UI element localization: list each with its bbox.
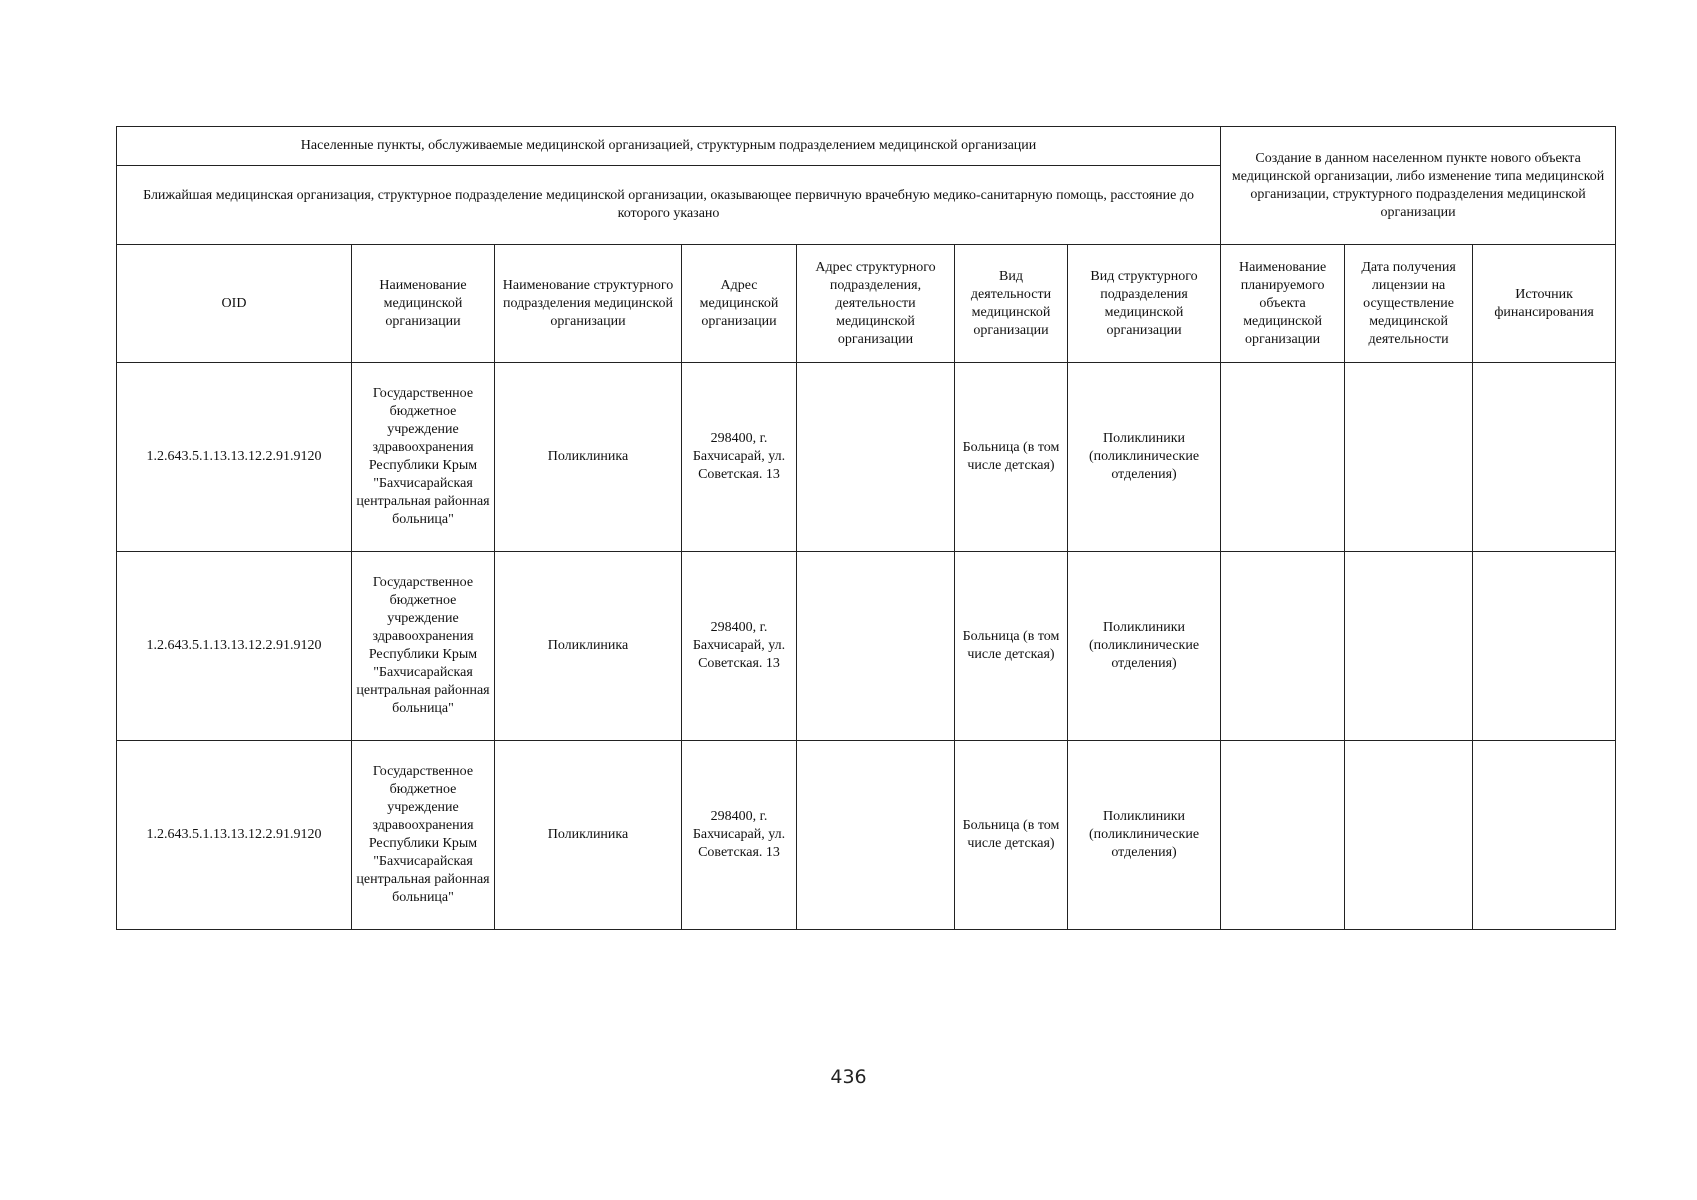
cell-org-name: Государственное бюджетное учреждение здравоохранения Республики Крым "Бахчисарайская центральная районная больница": [352, 552, 495, 741]
cell-planned-object: [1221, 363, 1345, 552]
cell-subdivision-address: [797, 741, 955, 930]
top-header: Населенные пункты, обслуживаемые медицинской организацией, структурным подразделением медицинской организации: [117, 127, 1221, 166]
column-header-org-name: Наименование медицинской организации: [352, 245, 495, 363]
cell-org-address: 298400, г. Бахчисарай, ул. Советская. 13: [682, 363, 797, 552]
table-row: [117, 741, 1616, 930]
cell-subdivision: Поликлиника: [495, 552, 682, 741]
table-row: [117, 363, 1616, 552]
page-number: 436: [830, 1066, 867, 1088]
cell-license-date: [1345, 363, 1473, 552]
cell-oid: 1.2.643.5.1.13.13.12.2.91.9120: [117, 363, 352, 552]
cell-subdivision-address: [797, 552, 955, 741]
cell-oid: 1.2.643.5.1.13.13.12.2.91.9120: [117, 552, 352, 741]
column-header-subdivision-type: Вид структурного подразделения медицинской организации: [1068, 245, 1221, 363]
cell-activity-type: Больница (в том числе детская): [955, 552, 1068, 741]
cell-funding-source: [1473, 363, 1616, 552]
sub-header: Ближайшая медицинская организация, структурное подразделение медицинской организации, оказывающее первичную врачебную медико-санитарную помощь, расстояние до которого указано: [117, 166, 1221, 245]
cell-funding-source: [1473, 552, 1616, 741]
cell-planned-object: [1221, 552, 1345, 741]
column-header-planned-object: Наименование планируемого объекта медицинской организации: [1221, 245, 1345, 363]
cell-subdivision-address: [797, 363, 955, 552]
table-row: [117, 552, 1616, 741]
column-header-oid: OID: [117, 245, 352, 363]
cell-subdivision: Поликлиника: [495, 741, 682, 930]
cell-activity-type: Больница (в том числе детская): [955, 363, 1068, 552]
cell-license-date: [1345, 741, 1473, 930]
column-header-subdivision-address: Адрес структурного подразделения, деятельности медицинской организации: [797, 245, 955, 363]
column-header-license-date: Дата получения лицензии на осуществление медицинской деятельности: [1345, 245, 1473, 363]
cell-planned-object: [1221, 741, 1345, 930]
cell-org-address: 298400, г. Бахчисарай, ул. Советская. 13: [682, 552, 797, 741]
cell-org-address: 298400, г. Бахчисарай, ул. Советская. 13: [682, 741, 797, 930]
cell-subdivision-type: Поликлиники (поликлинические отделения): [1068, 363, 1221, 552]
column-header-org-address: Адрес медицинской организации: [682, 245, 797, 363]
cell-activity-type: Больница (в том числе детская): [955, 741, 1068, 930]
cell-funding-source: [1473, 741, 1616, 930]
cell-subdivision: Поликлиника: [495, 363, 682, 552]
cell-subdivision-type: Поликлиники (поликлинические отделения): [1068, 741, 1221, 930]
right-header: Создание в данном населенном пункте нового объекта медицинской организации, либо изменение типа медицинской организации, структурного подразделения медицинской организации: [1221, 127, 1616, 245]
cell-subdivision-type: Поликлиники (поликлинические отделения): [1068, 552, 1221, 741]
cell-license-date: [1345, 552, 1473, 741]
column-header-row: [117, 245, 1616, 363]
cell-org-name: Государственное бюджетное учреждение здравоохранения Республики Крым "Бахчисарайская центральная районная больница": [352, 741, 495, 930]
cell-oid: 1.2.643.5.1.13.13.12.2.91.9120: [117, 741, 352, 930]
registry-table: [116, 126, 1616, 930]
cell-org-name: Государственное бюджетное учреждение здравоохранения Республики Крым "Бахчисарайская центральная районная больница": [352, 363, 495, 552]
column-header-activity-type: Вид деятельности медицинской организации: [955, 245, 1068, 363]
column-header-subdivision: Наименование структурного подразделения медицинской организации: [495, 245, 682, 363]
column-header-funding-source: Источник финансирования: [1473, 245, 1616, 363]
